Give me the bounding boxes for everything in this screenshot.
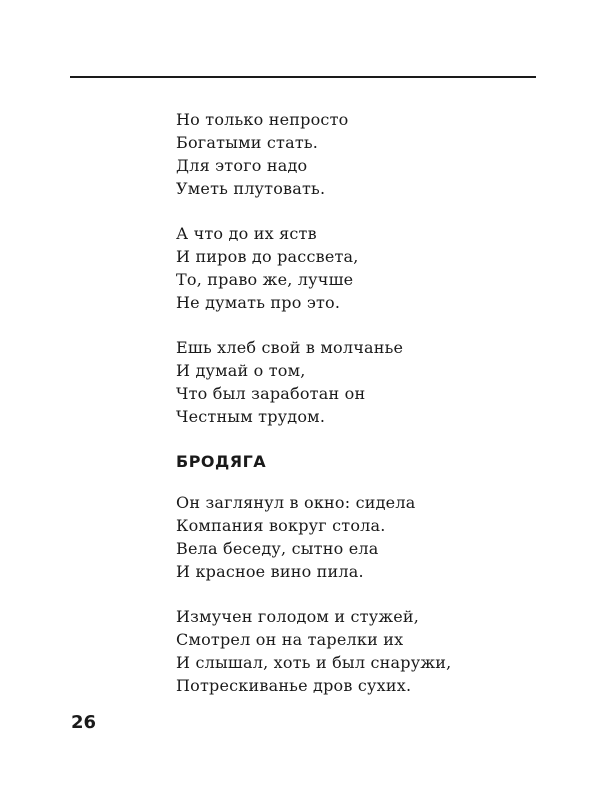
verse-line: И слышал, хоть и был снаружи,	[176, 653, 452, 672]
page-number: 26	[71, 712, 97, 733]
verse-line: Смотрел он на тарелки их	[176, 630, 404, 649]
page-text	[176, 108, 596, 719]
verse-line: То, право же, лучше	[176, 270, 354, 289]
verse-line: Что был заработан он	[176, 384, 366, 403]
stanza	[176, 336, 596, 428]
verse-line: Ешь хлеб свой в молчанье	[176, 338, 404, 357]
stanza	[176, 491, 596, 583]
verse-line: Для этого надо	[176, 156, 308, 175]
verse-line: А что до их яств	[176, 224, 317, 243]
verse-line: Не думать про это.	[176, 293, 341, 312]
verse-line: Измучен голодом и стужей,	[176, 607, 420, 626]
verse-line: Вела беседу, сытно ела	[176, 539, 379, 558]
header-rule	[70, 76, 536, 78]
poem-title: БРОДЯГА	[176, 452, 267, 471]
stanza	[176, 605, 596, 697]
verse-line: Но только непросто	[176, 110, 349, 129]
verse-line: Потрескиванье дров сухих.	[176, 676, 412, 695]
verse-line: Он заглянул в окно: сидела	[176, 493, 416, 512]
stanza	[176, 222, 596, 314]
stanza	[176, 108, 596, 200]
verse-line: И думай о том,	[176, 361, 306, 380]
verse-line: Богатыми стать.	[176, 133, 319, 152]
verse-line: И пиров до рассвета,	[176, 247, 359, 266]
verse-line: Уметь плутовать.	[176, 179, 326, 198]
verse-line: И красное вино пила.	[176, 562, 364, 581]
verse-line: Честным трудом.	[176, 407, 326, 426]
verse-line: Компания вокруг стола.	[176, 516, 386, 535]
